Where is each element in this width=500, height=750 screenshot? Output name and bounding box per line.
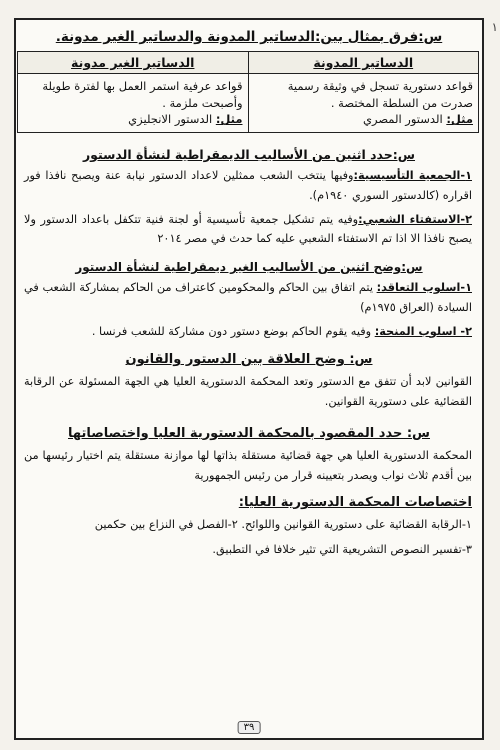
unwritten-definition: قواعد عرفية استمر العمل بها لفترة طويلة وأصبحت ملزمة . [42, 79, 243, 110]
unwritten-example [23, 111, 243, 128]
court-powers-line: ٣-تفسير النصوص التشريعية التي تثير خلافا في التطبيق. [212, 543, 472, 557]
question-constitutional-court: س: حدد المقصود بالمحكمة الدستورية العليا واختصاصاتها [68, 425, 430, 441]
item-lead: ٢-الاستفتاء الشعبي: [358, 212, 472, 226]
comparison-table [17, 51, 479, 133]
question-constitution-law: س: وضح العلاقة بين الدستور والقانون [125, 352, 373, 368]
court-powers-line: ١-الرقابة القضائية على دستورية القوانين واللوائح. ٢-الفصل في النزاع بين حكمين [94, 518, 472, 532]
page-title: س:فرق بمثال بين:الدساتير المدونة والدساتير الغير مدونة. [55, 29, 443, 45]
question-democratic-methods: س:حدد اثنين من الأساليب الديمقراطية لنشأة الدستور [82, 147, 416, 163]
example-label: مثل: [215, 112, 243, 127]
list-item [24, 210, 472, 250]
answer-paragraph: المحكمة الدستورية العليا هي جهة قضائية مستقلة بذاتها لها موازنة مستقلة يتم اختيار رئيسها من بين أقدم ثلاث نواب ويصدر بتعيينه قرار من رئيس الجمهورية [24, 448, 472, 482]
item-lead: ١-اسلوب التعاقد: [376, 281, 472, 295]
header-unwritten: الدساتير الغير مدونة [18, 52, 249, 74]
court-powers-heading: اختصاصات المحكمة الدستورية العليا: [238, 495, 472, 511]
example-text: الدستور الانجليزي [128, 112, 213, 127]
item-text: وفيه يقوم الحاكم بوضع دستور دون مشاركة للشعب فرنسا . [91, 324, 375, 338]
written-cell [248, 74, 479, 133]
item-lead: ٢- اسلوب المنحة: [374, 324, 472, 338]
table-header-row [18, 52, 479, 74]
written-definition: قواعد دستورية تسجل في وثيقة رسمية صدرت من السلطة المختصة . [287, 79, 473, 110]
written-example [254, 111, 474, 128]
table-row [18, 74, 479, 133]
header-written: الدساتير المدونة [248, 52, 479, 74]
list-item [24, 322, 472, 342]
list-item [24, 278, 472, 318]
item-text: يتم اتفاق بين الحاكم والمحكومين كاعتراف من الحاكم بمشاركة الشعب في السيادة (العراق ١٩٧٥م) [24, 281, 472, 314]
example-text: الدستور المصري [362, 112, 443, 127]
worksheet-page [14, 18, 484, 740]
example-label: مثل: [446, 112, 473, 127]
item-lead: ١-الجمعية التأسيسية: [353, 169, 472, 183]
item-text: وفيها ينتخب الشعب ممثلين لاعداد الدستور نيابة عنة ويصبح نافذا فور اقراره (كالدستور السوري ١٩٤٠م). [24, 169, 472, 202]
item-text: وفيه يتم تشكيل جمعية تأسيسية أو لجنة فنية تتكفل باعداد الدستور ولا يصبح نافذا الا اذا تم الاستفتاء الشعبي عليه كما حدث في مصر ٢٠١٤ [24, 212, 472, 246]
page-number: ٣٩ [238, 721, 261, 734]
answer-paragraph: القوانين لابد أن تتفق مع الدستور وتعد المحكمة الدستورية العليا هي الجهة المسئولة عن الرقابة القضائية على دستورية القوانين. [24, 375, 472, 409]
unwritten-cell [18, 74, 249, 133]
corner-mark: ١ [491, 20, 498, 34]
list-item [24, 166, 472, 206]
question-undemocratic-methods: س:وضح اثنين من الأساليب الغير ديمقراطية لنشأة الدستور [75, 260, 423, 275]
